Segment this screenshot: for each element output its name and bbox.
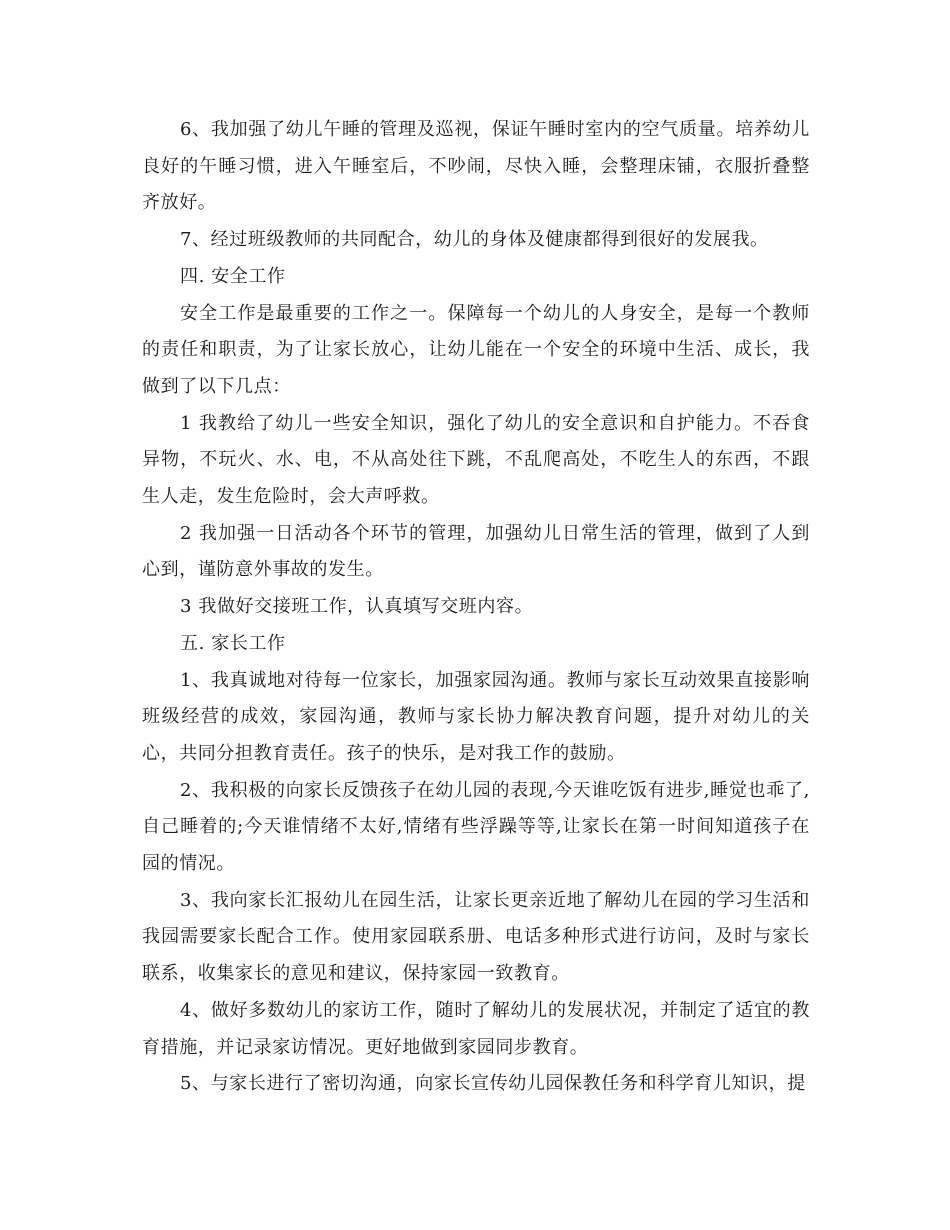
section-heading-parents: 五. 家长工作 [180, 632, 286, 654]
paragraph-parent-feedback: 2、我积极的向家长反馈孩子在幼儿园的表现,今天谁吃饭有进步,睡觉也乖了,自己睡着的;今天谁情绪不太好,情绪有些浮躁等等,让家长在第一时间知道孩子在园的情况。 [142, 779, 810, 875]
paragraph-safety-knowledge: 1 我教给了幼儿一些安全知识，强化了幼儿的安全意识和自护能力。不吞食异物，不玩火、水、电，不从高处往下跳，不乱爬高处，不吃生人的东西，不跟生人走，发生危险时，会大声呼救。 [142, 412, 810, 508]
paragraph-home-visits: 4、做好多数幼儿的家访工作，随时了解幼儿的发展状况，并制定了适宜的教育措施，并记录家访情况。更好地做到家园同步教育。 [142, 999, 810, 1058]
paragraph-health-development: 7、经过班级教师的共同配合，幼儿的身体及健康都得到很好的发展我。 [180, 229, 769, 251]
paragraph-parent-communication: 1、我真诚地对待每一位家长，加强家园沟通。教师与家长互动效果直接影响班级经营的成效，家园沟通，教师与家长协力解决教育问题，提升对幼儿的关心，共同分担教育责任。孩子的快乐，是对我工作的鼓励。 [142, 669, 810, 764]
paragraph-daily-management: 2 我加强一日活动各个环节的管理，加强幼儿日常生活的管理，做到了人到心到，谨防意外事故的发生。 [142, 522, 810, 581]
paragraph-nap-management: 6、我加强了幼儿午睡的管理及巡视，保证午睡时室内的空气质量。培养幼儿良好的午睡习惯，进入午睡室后，不吵闹，尽快入睡，会整理床铺，衣服折叠整齐放好。 [142, 119, 810, 214]
paragraph-parent-education: 5、与家长进行了密切沟通，向家长宣传幼儿园保教任务和科学育儿知识，提 [180, 1073, 806, 1095]
document-body [142, 112, 810, 1103]
section-heading-safety: 四. 安全工作 [180, 265, 286, 287]
paragraph-safety-intro: 安全工作是最重要的工作之一。保障每一个幼儿的人身安全，是每一个教师的责任和职责，为了让家长放心，让幼儿能在一个安全的环境中生活、成长，我做到了以下几点： [142, 302, 810, 397]
paragraph-parent-report: 3、我向家长汇报幼儿在园生活，让家长更亲近地了解幼儿在园的学习生活和我园需要家长配合工作。使用家园联系册、电话多种形式进行访问，及时与家长联系，收集家长的意见和建议，保持家园一致教育。 [142, 889, 810, 985]
paragraph-shift-handover: 3 我做好交接班工作，认真填写交班内容。 [180, 596, 534, 618]
